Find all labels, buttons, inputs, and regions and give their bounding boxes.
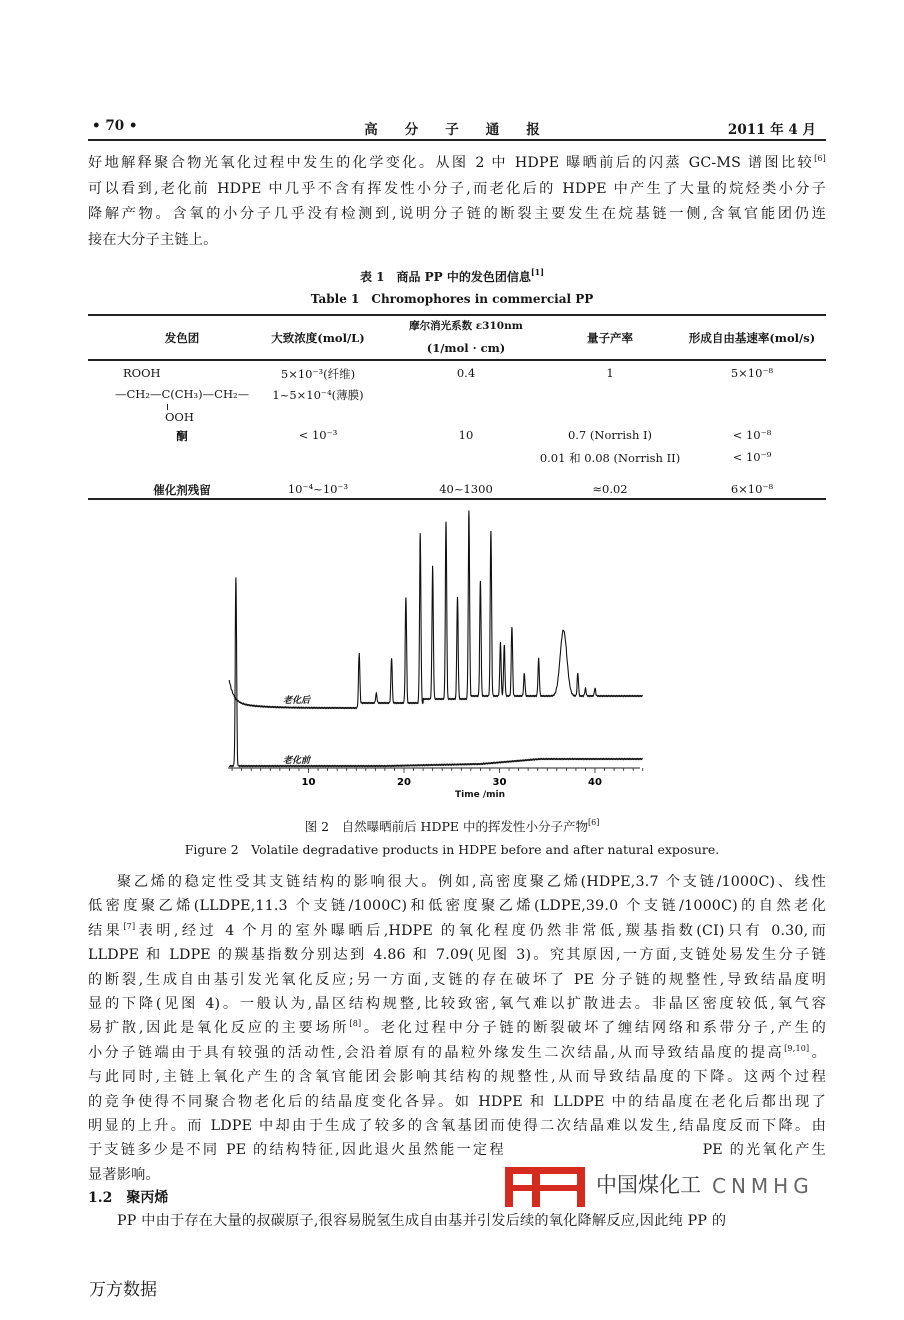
citation-ref: [7] [123, 921, 136, 931]
table-title-en: Table 1 Chromophores in commercial PP [310, 292, 594, 306]
text-segment: 显著影响。 [88, 1166, 160, 1183]
table-cell: < 10⁻⁸ [732, 428, 772, 442]
table-cell: 10 [458, 428, 474, 442]
text-line [88, 920, 826, 942]
text-segment: 好地解释聚合物光氧化过程中发生的化学变化。从图 2 中 HDPE 曝晒前后的闪蒸 GC-MS 谱图比较 [88, 155, 815, 171]
text-line [88, 895, 826, 917]
text-line [88, 1091, 826, 1113]
text-segment: 明显的上升。而 LDPE 中却由于生成了较多的含氧基团而使得二次结晶难以发生,结晶度反而下降。由 [88, 1118, 826, 1134]
table-cell: 10⁻⁴~10⁻³ [287, 482, 349, 496]
text-segment: 表明,经过 4 个月的室外曝晒后,HDPE 的氧化程度仍然非常低,羰基指数(CI)只有 0.30,而 [135, 922, 826, 939]
citation-ref: [8] [349, 1019, 362, 1029]
text-line [88, 1017, 826, 1039]
text-segment: 可以看到,老化前 HDPE 中几乎不含有挥发性小分子,而老化后的 HDPE 中产生了大量的烷烃类小分子 [88, 180, 826, 197]
issue-date: 2011 年 4 月 [727, 122, 816, 138]
watermark-en: CNMHG [712, 1174, 814, 1198]
table-cell: < 10⁻³ [298, 428, 338, 442]
table-title-cn: 表 1 商品 PP 中的发色团信息[1] [359, 267, 545, 284]
figure-caption-en: Figure 2 Volatile degradative products in HDPE before and after natural exposure. [184, 842, 720, 857]
text-line [88, 993, 826, 1015]
text-segment: 显的下降(见图 4)。一般认为,晶区结构规整,比较致密,氧气难以扩散进去。非晶区密度较低,氧气容 [88, 996, 826, 1012]
text-segment: 易扩散,因此是氧化反应的主要场所 [88, 1020, 350, 1037]
series-after-aging [229, 511, 642, 709]
text-line [88, 944, 826, 966]
table-header: 发色团 [164, 331, 200, 345]
table-cell: 0.4 [456, 366, 476, 380]
label-before-aging: 老化前 [283, 756, 311, 766]
section-heading: 1.2 聚丙烯 [88, 1190, 169, 1206]
table-cell: 1~5×10⁻⁴(薄膜) [272, 388, 364, 402]
citation-ref: [6] [814, 154, 826, 163]
table-header: 大致浓度(mol/L) [271, 331, 365, 345]
text-segment: 接在大分子主链上。 [88, 231, 218, 248]
text-segment: 小分子链端由于具有较强的活动性,会沿着原有的晶粒外缘发生二次结晶,从而导致结晶度的提高 [88, 1044, 785, 1061]
text-segment: 结果 [88, 922, 124, 939]
text-segment: 于支链多少是不同 PE 的结构特征,因此退火虽然能一定程 PE 的光氧化产生 [88, 1142, 826, 1159]
x-tick-label: 10 [301, 777, 316, 788]
citation-ref: [9,10] [784, 1043, 810, 1053]
text-segment: PP 中由于存在大量的叔碳原子,很容易脱氢生成自由基并引发后续的氧化降解反应,因此纯 PP 的 [117, 1213, 727, 1229]
text-line [88, 1210, 726, 1232]
text-segment: 低密度聚乙烯(LLDPE,11.3 个支链/1000C)和低密度聚乙烯(LDPE,39.0 个支链/1000C)的自然老化 [88, 898, 826, 915]
text-segment: LLDPE 和 LDPE 的羰基指数分别达到 4.86 和 7.09(见图 3)。究其原因,一方面,支链处易发生分子链 [88, 947, 826, 964]
table-cell: 0.7 (Norrish I) [567, 428, 653, 442]
table-cell: OOH [165, 410, 194, 424]
watermark-cn: 中国煤化工 [596, 1173, 701, 1197]
table-cell: 40~1300 [439, 482, 493, 496]
text-line [88, 871, 826, 893]
text-line [88, 1042, 826, 1064]
label-after-aging: 老化后 [283, 696, 311, 706]
table-cell: 0.01 和 0.08 (Norrish II) [539, 451, 681, 465]
text-segment: 。老化过程中分子链的断裂破坏了缠结网络和系带分子,产生的 [361, 1020, 826, 1037]
journal-title: 高 分 子 通 报 [364, 122, 540, 138]
figure-caption-cn: 图 2 自然曝晒前后 HDPE 中的挥发性小分子产物[6] [304, 818, 600, 834]
footer-source: 万方数据 [89, 1280, 157, 1300]
table-cell: ROOH [123, 366, 161, 380]
table-cell: 1 [606, 366, 614, 380]
table-header: 量子产率 [587, 331, 633, 345]
table-cell: 5×10⁻⁸ [730, 366, 774, 380]
x-axis-label: Time /min [455, 790, 505, 800]
table-header: (1/mol · cm) [426, 341, 506, 355]
series-before-aging [229, 577, 642, 766]
x-tick-label: 40 [588, 777, 602, 788]
x-tick-label: 20 [397, 777, 411, 788]
table-cell: 5×10⁻³(纤维) [280, 367, 356, 381]
table-cell: 6×10⁻⁸ [730, 482, 774, 496]
table-cell: ≈0.02 [592, 482, 628, 496]
table-cell: < 10⁻⁹ [732, 450, 772, 464]
text-line [88, 1115, 826, 1137]
text-segment: 的竞争使得不同聚合物老化后的结晶度变化各异。如 HDPE 和 LLDPE 中的结晶度在老化后都出现了 [88, 1093, 826, 1110]
table-header: 形成自由基速率(mol/s) [688, 331, 816, 345]
text-segment: 。 [809, 1044, 826, 1061]
text-line [88, 969, 826, 991]
table-cell: 催化剂残留 [153, 483, 211, 497]
x-tick-label: 30 [492, 777, 507, 788]
table-header: 摩尔消光系数 ε310nm [409, 320, 523, 332]
text-segment: 降解产物。含氧的小分子几乎没有检测到,说明分子链的断裂主要发生在烷基链一侧,含氧官能团仍连 [88, 206, 826, 223]
page-number: • 70 • [92, 118, 138, 134]
text-line [88, 1164, 160, 1186]
table-cell: —CH₂—C(CH₃)—CH₂— [115, 387, 250, 401]
text-line [88, 1066, 826, 1088]
text-segment: 与此同时,主链上氧化产生的含氧官能团会影响其结构的规整性,从而导致结晶度的下降。这两个过程 [88, 1069, 826, 1086]
text-segment: 聚乙烯的稳定性受其支链结构的影响很大。例如,高密度聚乙烯(HDPE,3.7 个支链/1000C)、线性 [117, 874, 826, 890]
table-cell: 酮 [176, 429, 188, 443]
text-segment: 的断裂,生成自由基引发光氧化反应;另一方面,支链的存在破坏了 PE 分子链的规整性,导致结晶度明 [88, 971, 826, 988]
text-line [88, 1139, 826, 1161]
